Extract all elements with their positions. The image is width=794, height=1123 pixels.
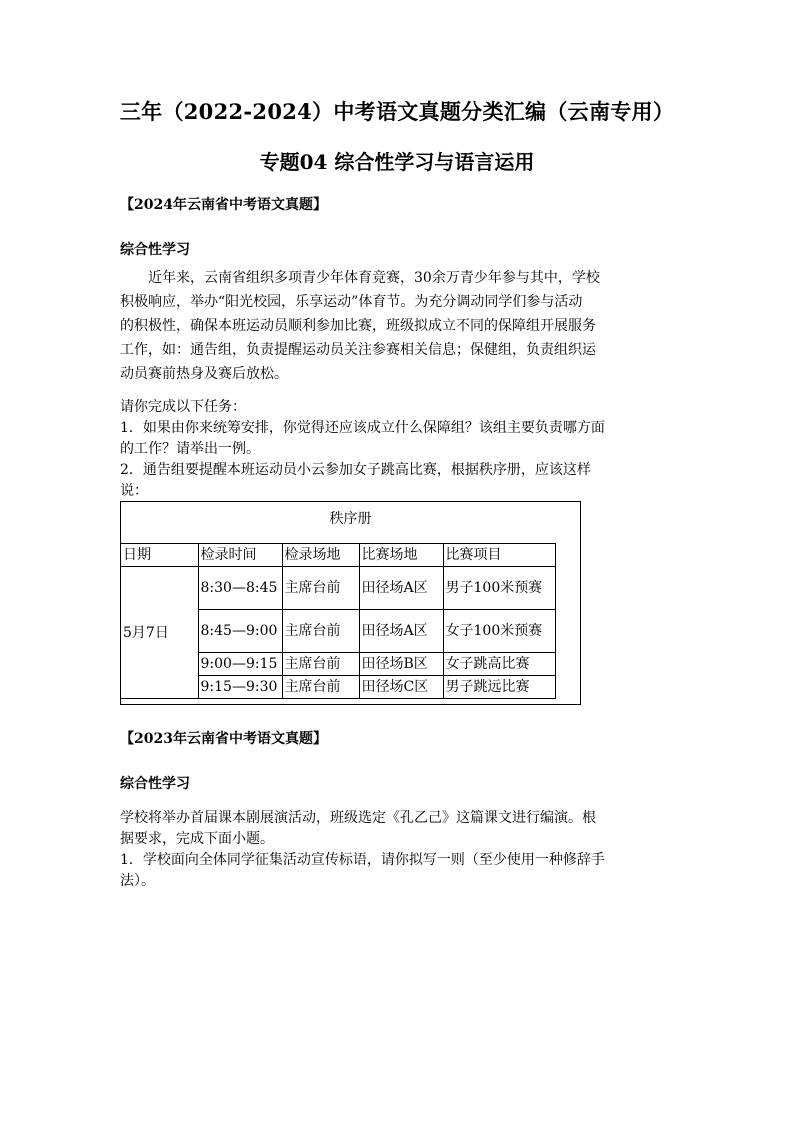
header-cell: 检录时间 — [198, 544, 282, 567]
section-subheading-2023: 综合性学习 — [120, 776, 190, 792]
answer-blank[interactable] — [160, 487, 270, 502]
section-heading-2023: 【2023年云南省中考语文真题】 — [120, 731, 327, 747]
table-row — [121, 567, 555, 610]
header-cell: 比赛项目 — [443, 544, 555, 567]
table-cell: 男子100米预赛 — [443, 567, 555, 610]
table-cell: 9:15—9:30 — [198, 676, 282, 699]
schedule-title: 秩序册 — [329, 511, 372, 527]
table-cell: 女子跳高比赛 — [443, 653, 555, 676]
passage-2024 — [120, 266, 672, 386]
passage-line: 工作，如：通告组，负责提醒运动员关注参赛相关信息；保健组，负责组织运 — [120, 342, 596, 358]
header-cell: 比赛场地 — [359, 544, 443, 567]
table-cell: 主席台前 — [282, 610, 359, 653]
table-cell: 女子100米预赛 — [443, 610, 555, 653]
passage-line: 动员赛前热身及赛后放松。 — [120, 366, 288, 382]
passage-line: 积极响应，举办“阳光校园，乐享运动”体育节。为充分调动同学们参与活动 — [120, 294, 583, 310]
task-intro: 请你完成以下任务： — [120, 399, 246, 415]
question-2-line — [120, 481, 672, 502]
document-title: 三年（2022-2024）中考语文真题分类汇编（云南专用） — [119, 99, 675, 124]
header-cell: 检录场地 — [282, 544, 359, 567]
question-1-line: 1．学校面向全体同学征集活动宣传标语，请你拟写一则（至少使用一种修辞手 — [120, 852, 605, 868]
table-cell: 田径场A区 — [359, 567, 443, 610]
document-subtitle: 专题04 综合性学习与语言运用 — [259, 150, 535, 174]
table-cell: 8:30—8:45 — [198, 567, 282, 610]
passage-line: 据要求，完成下面小题。 — [120, 831, 274, 847]
question-1-line: 1．如果由你来统筹安排，你觉得还应该成立什么保障组？该组主要负责哪方面 — [120, 420, 605, 436]
section-subheading-2024: 综合性学习 — [120, 242, 190, 258]
tasks-2024 — [120, 397, 672, 502]
question-2-prefix: 说： — [120, 483, 148, 499]
table-cell: 男子跳远比赛 — [443, 676, 555, 699]
table-cell: 田径场B区 — [359, 653, 443, 676]
date-cell: 5月7日 — [121, 567, 198, 699]
table-cell: 主席台前 — [282, 653, 359, 676]
table-cell: 主席台前 — [282, 567, 359, 610]
schedule-table — [121, 543, 556, 699]
section-heading-2024: 【2024年云南省中考语文真题】 — [120, 197, 327, 213]
table-cell: 8:45—9:00 — [198, 610, 282, 653]
question-1-line: 的工作？请举出一例。 — [120, 441, 260, 457]
passage-line: 近年来，云南省组织多项青少年体育竞赛，30余万青少年参与其中，学校 — [148, 270, 600, 286]
passage-line: 学校将举办首届课本剧展演活动，班级选定《孔乙己》这篇课文进行编演。根 — [120, 810, 596, 826]
question-1-line: 法）。 — [120, 873, 155, 889]
table-cell: 主席台前 — [282, 676, 359, 699]
passage-2023 — [120, 808, 672, 892]
question-2-line: 2．通告组要提醒本班运动员小云参加女子跳高比赛，根据秩序册，应该这样 — [120, 462, 591, 478]
header-cell: 日期 — [121, 544, 198, 567]
passage-line: 的积极性，确保本班运动员顺利参加比赛，班级拟成立不同的保障组开展服务 — [120, 318, 596, 334]
table-cell: 田径场A区 — [359, 610, 443, 653]
table-header-row — [121, 544, 555, 567]
schedule-box — [120, 501, 581, 705]
table-cell: 田径场C区 — [359, 676, 443, 699]
table-cell: 9:00—9:15 — [198, 653, 282, 676]
